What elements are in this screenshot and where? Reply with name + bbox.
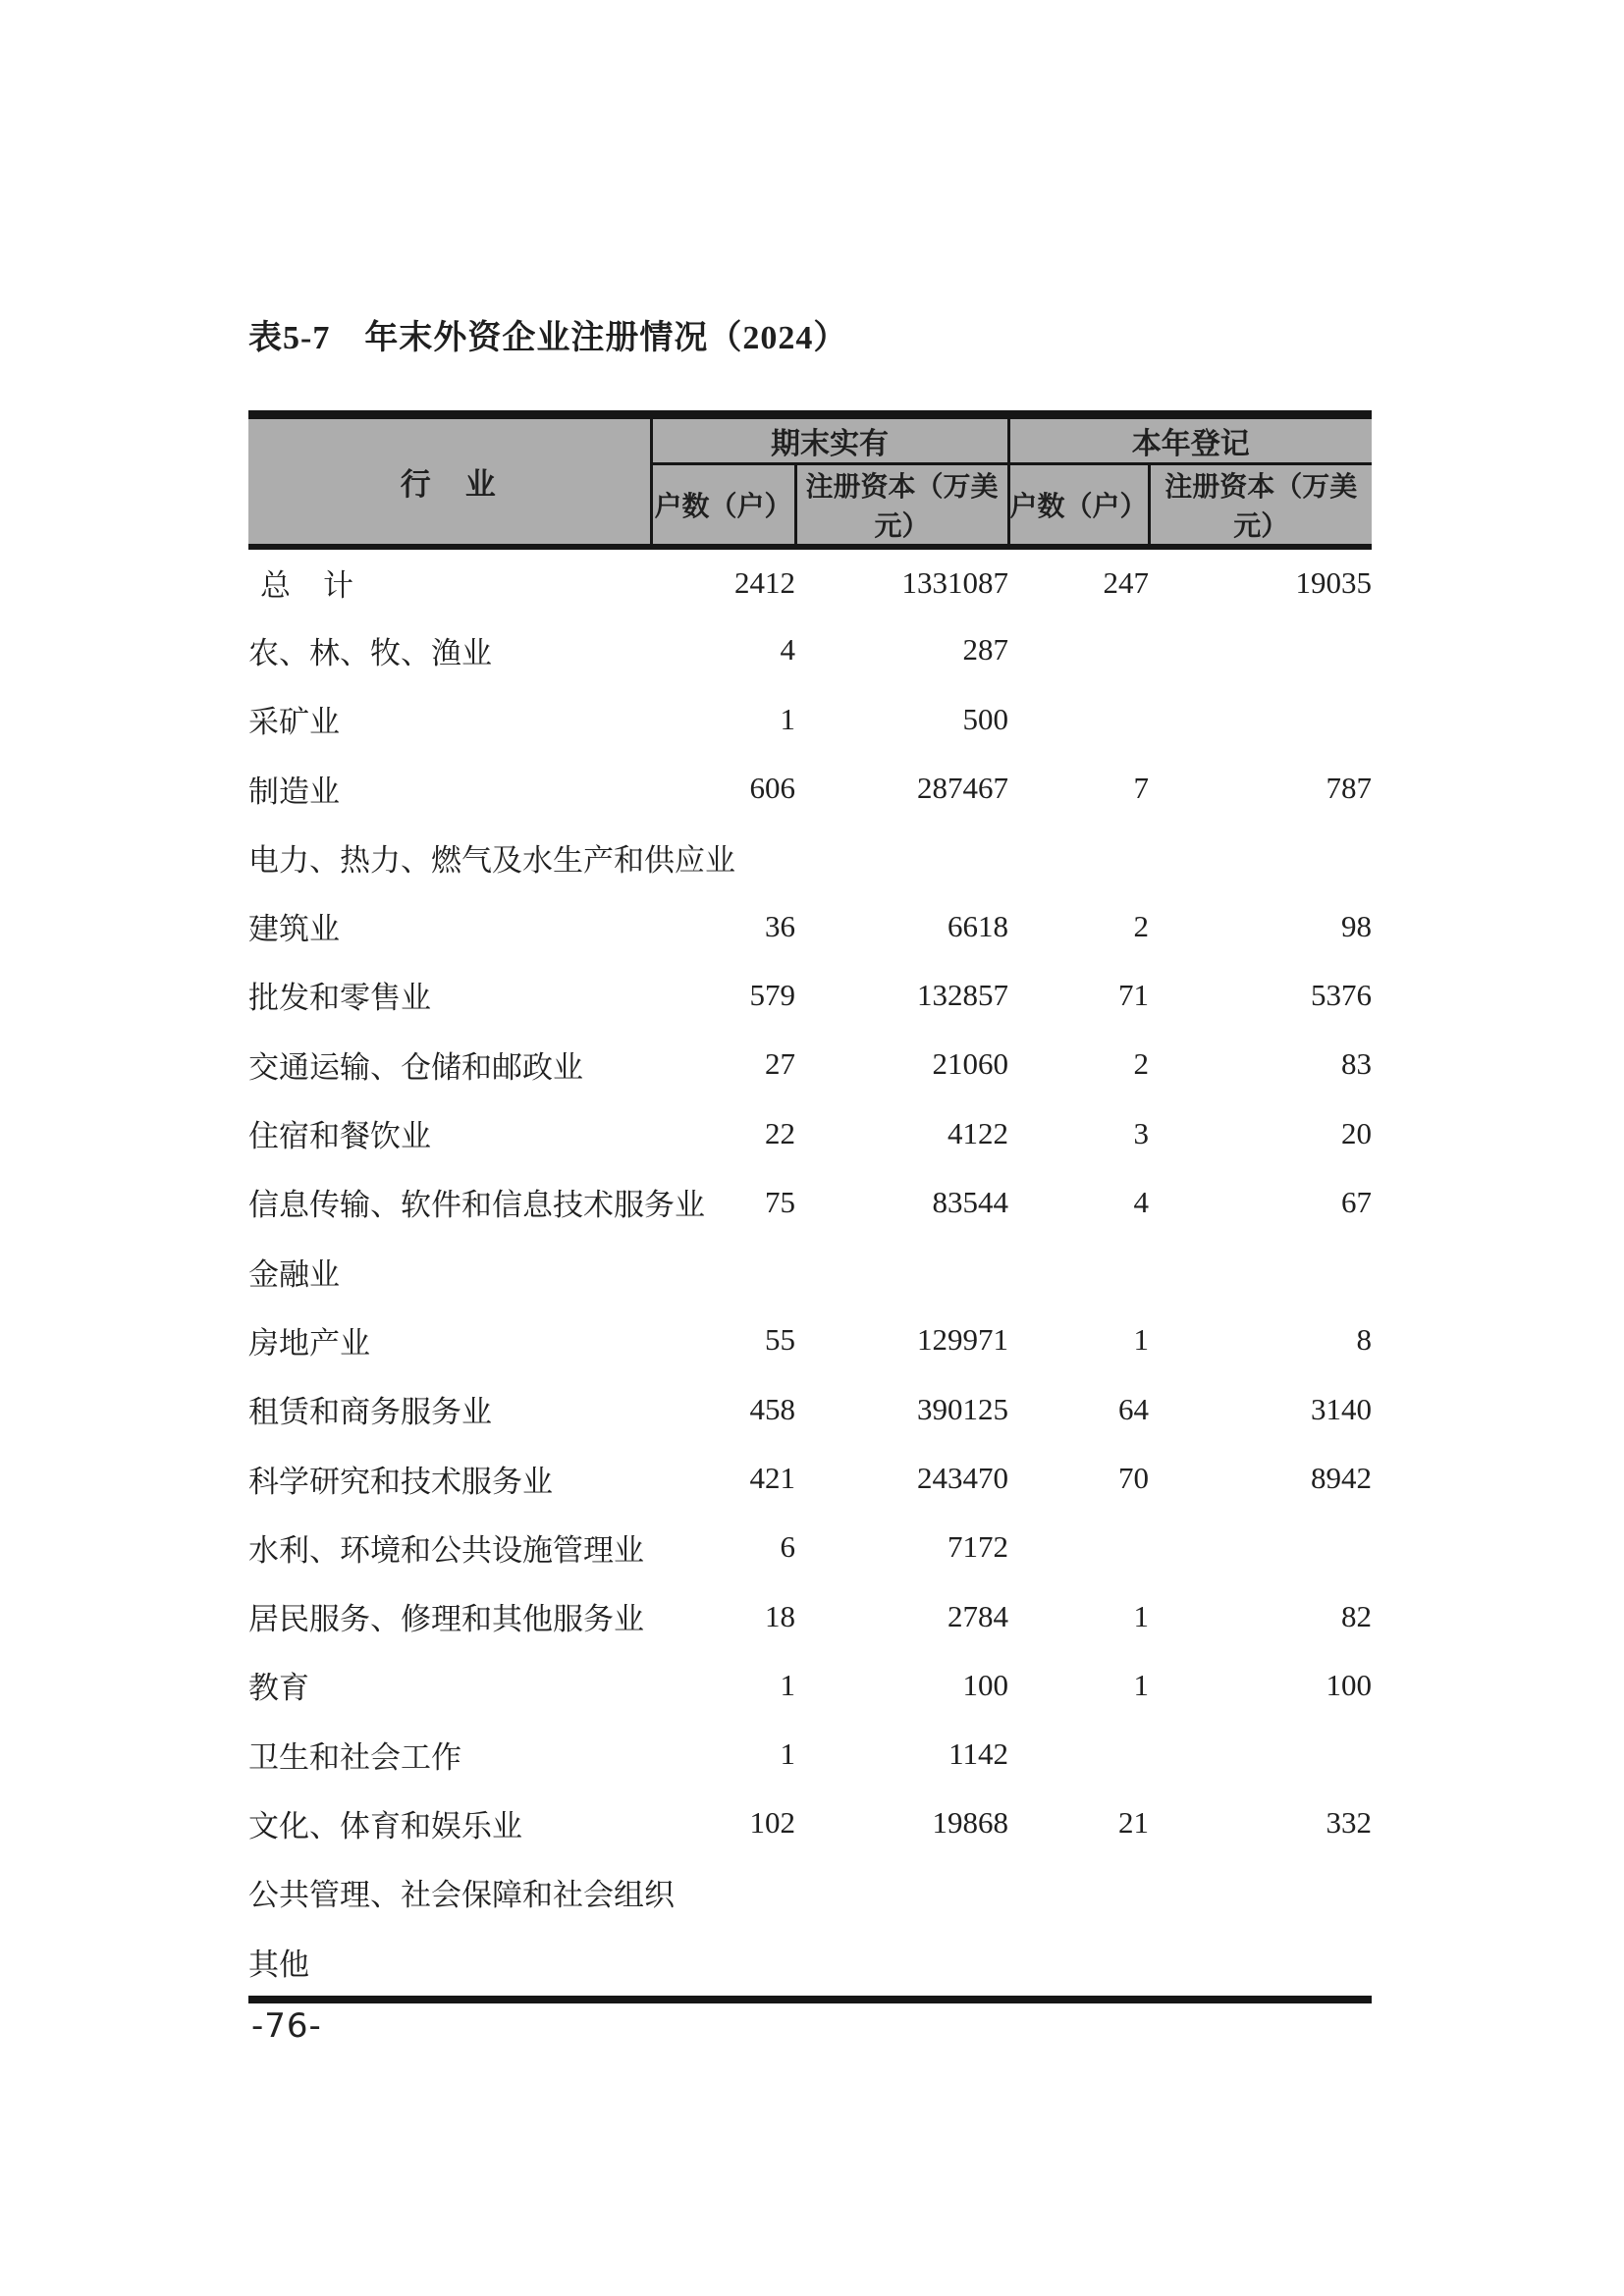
period-end-count-value: 55 (765, 1322, 795, 1358)
year-count-value (1008, 685, 1149, 754)
period-end-capital-value: 500 (962, 701, 1008, 736)
table-row (248, 754, 1372, 823)
year-capital-value: 332 (1326, 1805, 1372, 1841)
table-row (248, 615, 1372, 684)
period-end-capital-value: 2784 (947, 1598, 1008, 1633)
year-capital-value: 98 (1341, 908, 1372, 943)
period-end-count-value: 6 (780, 1529, 795, 1565)
table-row (248, 1581, 1372, 1650)
period-end-count-value: 606 (749, 771, 795, 806)
year-count-value: 1 (1133, 1322, 1149, 1358)
table-row (248, 1098, 1372, 1167)
year-count-value (1008, 615, 1149, 684)
year-capital-value: 20 (1341, 1115, 1372, 1150)
table-row (248, 823, 1372, 891)
table-row (248, 1375, 1372, 1444)
period-end-capital-value: 21060 (932, 1046, 1008, 1082)
table-row (248, 1651, 1372, 1720)
header-year-registered-group: 本年登记 (1008, 419, 1372, 464)
year-capital-value (1149, 1927, 1372, 1996)
year-capital-value: 100 (1326, 1667, 1372, 1702)
year-count-value: 2 (1133, 1046, 1149, 1082)
page-number: -76- (251, 2006, 322, 2046)
table-row (248, 547, 1372, 615)
period-end-count-value: 22 (765, 1115, 795, 1150)
year-count-value (1008, 823, 1149, 891)
period-end-capital-value (795, 823, 1008, 891)
table-row (248, 685, 1372, 754)
period-end-capital-value: 6618 (947, 908, 1008, 943)
table-title: 表5-7 年末外资企业注册情况（2024） (248, 320, 848, 356)
year-count-value: 3 (1133, 1115, 1149, 1150)
period-end-count-value: 579 (749, 977, 795, 1012)
table-row (248, 1789, 1372, 1857)
year-count-value: 4 (1133, 1184, 1149, 1219)
year-count-value (1008, 1720, 1149, 1789)
year-capital-value (1149, 1858, 1372, 1927)
industry-label: 房地产业 (248, 1325, 370, 1361)
year-capital-value: 67 (1341, 1184, 1372, 1219)
period-end-capital-value: 287 (962, 632, 1008, 667)
period-end-capital-value: 7172 (947, 1529, 1008, 1565)
industry-label: 其他 (248, 1947, 309, 1982)
year-count-value: 21 (1118, 1805, 1149, 1841)
industry-label: 租赁和商务服务业 (248, 1395, 492, 1430)
industry-label: 批发和零售业 (248, 981, 431, 1016)
period-end-count-value: 2412 (734, 564, 795, 600)
year-count-value: 70 (1118, 1461, 1149, 1495)
year-capital-value: 3140 (1311, 1391, 1372, 1426)
period-end-capital-value: 19868 (932, 1805, 1008, 1841)
industry-label: 科学研究和技术服务业 (248, 1464, 553, 1499)
year-count-value: 7 (1133, 771, 1149, 806)
industry-label: 电力、热力、燃气及水生产和供应业 (248, 842, 735, 878)
period-end-count-value: 75 (765, 1184, 795, 1219)
period-end-count-value: 1 (780, 701, 795, 736)
period-end-count-value: 36 (765, 908, 795, 943)
year-capital-value: 8942 (1311, 1461, 1372, 1495)
industry-label: 采矿业 (248, 705, 340, 740)
industry-label: 住宿和餐饮业 (248, 1119, 431, 1154)
year-count-value: 64 (1118, 1391, 1149, 1426)
industry-label: 建筑业 (248, 912, 340, 947)
table-row (248, 1168, 1372, 1237)
year-capital-value (1149, 1237, 1372, 1306)
period-end-capital-value: 1331087 (901, 564, 1008, 600)
year-capital-value (1149, 685, 1372, 754)
period-end-count-value: 1 (780, 1736, 795, 1772)
statistics-table (248, 419, 1372, 1996)
table-container (248, 410, 1372, 2003)
industry-label: 制造业 (248, 774, 340, 809)
period-end-count-value (651, 1237, 795, 1306)
industry-label: 居民服务、修理和其他服务业 (248, 1602, 644, 1637)
year-capital-value: 787 (1326, 771, 1372, 806)
period-end-capital-value: 83544 (932, 1184, 1008, 1219)
header-count-label-1: 户数（户） (651, 464, 795, 548)
year-count-value: 1 (1133, 1598, 1149, 1633)
year-count-value (1008, 1237, 1149, 1306)
period-end-capital-value: 243470 (917, 1461, 1008, 1495)
year-capital-value (1149, 1720, 1372, 1789)
year-capital-value (1149, 823, 1372, 891)
period-end-count-value: 1 (780, 1667, 795, 1702)
period-end-count-value: 4 (780, 632, 795, 667)
industry-label: 卫生和社会工作 (248, 1739, 461, 1775)
period-end-capital-value: 1142 (948, 1736, 1008, 1772)
industry-label: 金融业 (248, 1256, 340, 1292)
period-end-capital-value (795, 1927, 1008, 1996)
period-end-capital-value (795, 1237, 1008, 1306)
industry-label: 文化、体育和娱乐业 (248, 1808, 522, 1843)
year-capital-value: 83 (1341, 1046, 1372, 1082)
table-row (248, 1444, 1372, 1513)
table-row (248, 891, 1372, 960)
table-header (248, 419, 1372, 547)
year-capital-value: 5376 (1311, 977, 1372, 1012)
year-count-value: 247 (1103, 564, 1149, 600)
period-end-capital-value (795, 1858, 1008, 1927)
year-count-value (1008, 1858, 1149, 1927)
industry-label: 交通运输、仓储和邮政业 (248, 1049, 583, 1085)
period-end-capital-value: 390125 (917, 1391, 1008, 1426)
industry-label: 农、林、牧、渔业 (248, 635, 492, 670)
period-end-capital-value: 287467 (917, 771, 1008, 806)
industry-label: 总 计 (260, 568, 354, 604)
table-row (248, 1306, 1372, 1374)
year-capital-value (1149, 1513, 1372, 1581)
table-row (248, 1927, 1372, 1996)
year-count-value: 2 (1133, 908, 1149, 943)
year-count-value: 1 (1133, 1667, 1149, 1702)
period-end-count-value (651, 1927, 795, 1996)
industry-label: 公共管理、社会保障和社会组织 (248, 1878, 675, 1913)
year-capital-value: 82 (1341, 1598, 1372, 1633)
period-end-capital-value: 4122 (947, 1115, 1008, 1150)
year-capital-value: 8 (1356, 1322, 1372, 1358)
year-capital-value (1149, 615, 1372, 684)
period-end-count-value: 102 (749, 1805, 795, 1841)
year-count-value (1008, 1513, 1149, 1581)
period-end-count-value: 18 (765, 1598, 795, 1633)
period-end-count-value: 458 (749, 1391, 795, 1426)
header-period-end-group: 期末实有 (651, 419, 1008, 464)
table-row (248, 961, 1372, 1030)
industry-label: 信息传输、软件和信息技术服务业 (248, 1188, 705, 1223)
table-row (248, 1720, 1372, 1789)
table-row (248, 1030, 1372, 1098)
table-body (248, 547, 1372, 1996)
period-end-capital-value: 129971 (917, 1322, 1008, 1358)
period-end-capital-value: 132857 (917, 977, 1008, 1012)
header-capital-label-1: 注册资本（万美元） (795, 464, 1008, 548)
header-count-label-2: 户数（户） (1008, 464, 1149, 548)
table-row (248, 1513, 1372, 1581)
header-capital-label-2: 注册资本（万美元） (1149, 464, 1372, 548)
header-industry: 行 业 (248, 419, 651, 547)
period-end-count-value: 27 (765, 1046, 795, 1082)
industry-label: 水利、环境和公共设施管理业 (248, 1532, 644, 1568)
year-count-value (1008, 1927, 1149, 1996)
table-row (248, 1237, 1372, 1306)
header-group-row (248, 419, 1372, 464)
year-capital-value: 19035 (1295, 564, 1372, 600)
industry-label: 教育 (248, 1671, 309, 1706)
table-row (248, 1858, 1372, 1927)
period-end-capital-value: 100 (962, 1667, 1008, 1702)
year-count-value: 71 (1118, 977, 1149, 1012)
period-end-count-value: 421 (749, 1461, 795, 1495)
